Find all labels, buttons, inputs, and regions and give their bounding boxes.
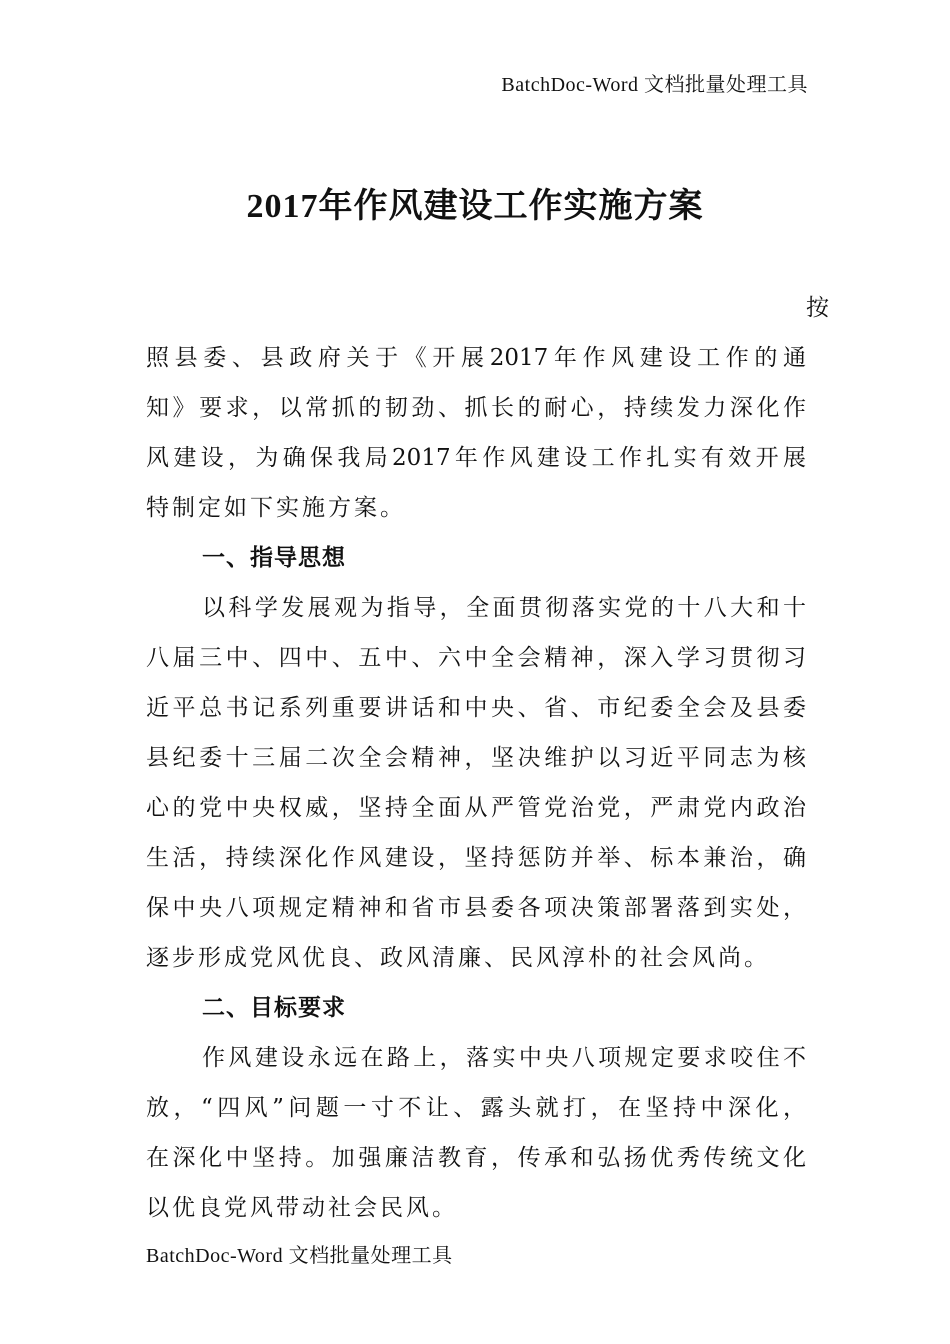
paragraph-line: 八届三中、四中、五中、六中全会精神，深入学习贯彻习 <box>146 645 806 671</box>
intro-line: 知》要求，以常抓的韧劲、抓长的耐心，持续发力深化作 <box>146 395 806 421</box>
page-header: BatchDoc-Word 文档批量处理工具 <box>501 74 808 96</box>
paragraph-line: 在深化中坚持。加强廉洁教育，传承和弘扬优秀传统文化 <box>146 1145 806 1171</box>
paragraph-line: 以优良党风带动社会民风。 <box>146 1195 458 1221</box>
paragraph-line: 心的党中央权威，坚持全面从严管党治党，严肃党内政治 <box>146 795 806 821</box>
paragraph-line: 以科学发展观为指导，全面贯彻落实党的十八大和十 <box>202 595 806 621</box>
section-heading: 二、目标要求 <box>202 995 346 1021</box>
intro-line: 特制定如下实施方案。 <box>146 495 406 521</box>
intro-line: 照县委、县政府关于《开展2017年作风建设工作的通 <box>146 345 806 371</box>
intro-line: 风建设，为确保我局2017年作风建设工作扎实有效开展 <box>146 445 806 471</box>
paragraph-line: 放，“四风”问题一寸不让、露头就打，在坚持中深化， <box>146 1095 806 1121</box>
paragraph-line: 保中央八项规定精神和省市县委各项决策部署落到实处， <box>146 895 806 921</box>
intro-line: 按 <box>806 295 829 321</box>
paragraph-line: 县纪委十三届二次全会精神，坚决维护以习近平同志为核 <box>146 745 806 771</box>
paragraph-line: 逐步形成党风优良、政风清廉、民风淳朴的社会风尚。 <box>146 945 770 971</box>
document-title: 2017年作风建设工作实施方案 <box>246 188 704 225</box>
section-heading: 一、指导思想 <box>202 545 346 571</box>
document-body <box>146 283 829 1233</box>
paragraph-line: 近平总书记系列重要讲话和中央、省、市纪委全会及县委 <box>146 695 806 721</box>
paragraph-line: 作风建设永远在路上，落实中央八项规定要求咬住不 <box>202 1045 806 1071</box>
paragraph-line: 生活，持续深化作风建设，坚持惩防并举、标本兼治，确 <box>146 845 806 871</box>
page-footer: BatchDoc-Word 文档批量处理工具 <box>146 1245 453 1267</box>
